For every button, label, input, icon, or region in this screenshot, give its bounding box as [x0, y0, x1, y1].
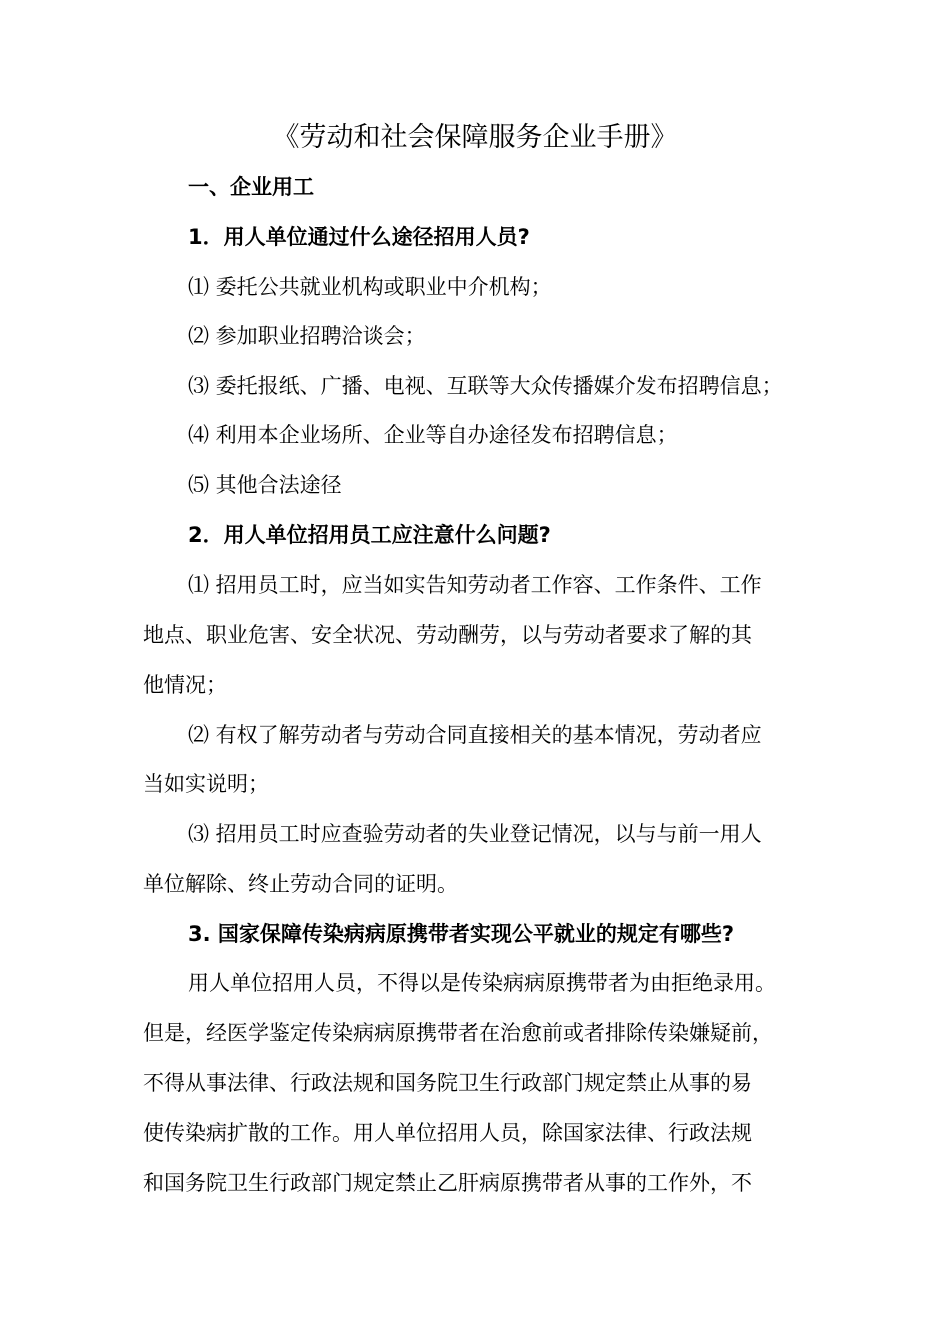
q3-paragraph-line-3: 不得从事法律、行政法规和国务院卫生行政部门规定禁止从事的易 — [143, 1071, 752, 1095]
question-1: 1．用人单位通过什么途径招用人员? — [188, 225, 530, 249]
q2-item-3-line-2: 单位解除、终止劳动合同的证明。 — [143, 872, 458, 896]
q1-item-3: ⑶ 委托报纸、广播、电视、互联等大众传播媒介发布招聘信息； — [188, 374, 783, 398]
section-heading: 一、企业用工 — [188, 175, 314, 199]
q1-item-2: ⑵ 参加职业招聘洽谈会； — [188, 324, 426, 348]
question-3: 3. 国家保障传染病病原携带者实现公平就业的规定有哪些? — [188, 922, 735, 946]
q1-item-4: ⑷ 利用本企业场所、企业等自办途径发布招聘信息； — [188, 423, 678, 447]
q2-item-3-line-1: ⑶ 招用员工时应查验劳动者的失业登记情况，以与与前一用人 — [188, 822, 762, 846]
q2-item-1-line-2: 地点、职业危害、安全状况、劳动酬劳，以与劳动者要求了解的其 — [143, 623, 752, 647]
q2-item-1-line-3: 他情况； — [143, 673, 227, 697]
q2-item-2-line-2: 当如实说明； — [143, 772, 269, 796]
q2-item-2-line-1: ⑵ 有权了解劳动者与劳动合同直接相关的基本情况，劳动者应 — [188, 723, 762, 747]
q3-paragraph-line-2: 但是，经医学鉴定传染病病原携带者在治愈前或者排除传染嫌疑前， — [143, 1021, 773, 1045]
q3-paragraph-line-5: 和国务院卫生行政部门规定禁止乙肝病原携带者从事的工作外，不 — [143, 1171, 752, 1195]
q2-item-1-line-1: ⑴ 招用员工时，应当如实告知劳动者工作容、工作条件、工作 — [188, 573, 762, 597]
q3-paragraph-line-1: 用人单位招用人员，不得以是传染病病原携带者为由拒绝录用。 — [188, 971, 776, 995]
q1-item-1: ⑴ 委托公共就业机构或职业中介机构； — [188, 275, 552, 299]
document-title: 《劳动和社会保障服务企业手册》 — [272, 122, 678, 153]
q3-paragraph-line-4: 使传染病扩散的工作。用人单位招用人员，除国家法律、行政法规 — [143, 1121, 752, 1145]
q1-item-5: ⑸ 其他合法途径 — [188, 473, 342, 497]
question-2: 2．用人单位招用员工应注意什么问题? — [188, 523, 551, 547]
